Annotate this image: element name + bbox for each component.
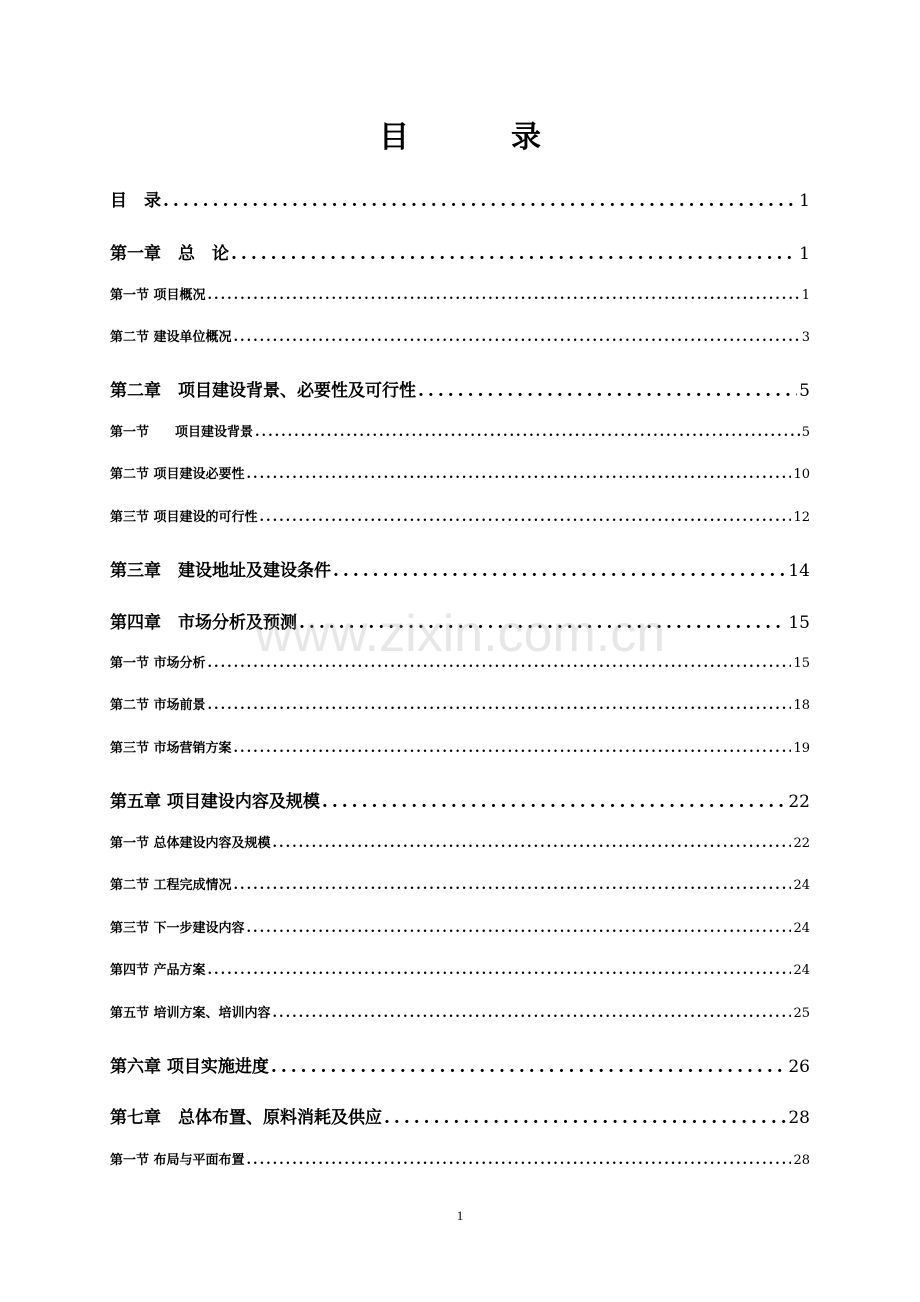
toc-entry-title: 第二节 工程完成情况 [110, 878, 232, 893]
toc-entry[interactable] [110, 186, 810, 211]
dot-leader [234, 330, 800, 345]
toc-entry[interactable] [110, 652, 810, 671]
toc-entry-title: 第一节 布局与平面布置 [110, 1153, 245, 1168]
dot-leader [208, 963, 792, 978]
toc-entry-page: 15 [788, 613, 810, 633]
toc-entry-page: 5 [801, 425, 810, 440]
dot-leader [255, 425, 800, 440]
toc-entry-page: 24 [793, 878, 810, 893]
dot-leader [247, 921, 792, 936]
dot-leader [247, 467, 792, 482]
toc-entry-page: 25 [793, 1006, 810, 1021]
toc-entry-title: 第七章 总体布置、原料消耗及供应 [110, 1108, 382, 1128]
dot-leader [271, 1057, 786, 1077]
toc-entry-page: 14 [788, 561, 810, 581]
table-of-contents [110, 0, 810, 1302]
toc-entry[interactable] [110, 326, 810, 345]
toc-entry[interactable] [110, 506, 810, 525]
toc-entry-page: 15 [793, 656, 810, 671]
dot-leader [322, 792, 786, 812]
toc-entry-title: 第三章 建设地址及建设条件 [110, 561, 331, 581]
toc-entry-page: 1 [799, 244, 810, 264]
toc-entry-page: 28 [793, 1153, 810, 1168]
toc-entry[interactable] [110, 1103, 810, 1128]
toc-entry[interactable] [110, 608, 810, 633]
toc-entry[interactable] [110, 1052, 810, 1077]
toc-entry[interactable] [110, 787, 810, 812]
toc-entry-page: 24 [793, 921, 810, 936]
toc-entry[interactable] [110, 421, 810, 440]
dot-leader [231, 244, 797, 264]
toc-entry-title: 第二节 建设单位概况 [110, 330, 232, 345]
toc-entry-title: 第四章 市场分析及预测 [110, 613, 297, 633]
toc-entry-title: 第二节 项目建设必要性 [110, 467, 245, 482]
dot-leader [208, 656, 792, 671]
toc-entry-title: 第三节 下一步建设内容 [110, 921, 245, 936]
dot-leader [208, 288, 800, 303]
toc-entry[interactable] [110, 1149, 810, 1168]
watermark: www.zixin.com.cn [254, 605, 666, 663]
dot-leader [273, 836, 792, 851]
toc-entry[interactable] [110, 694, 810, 713]
toc-entry-title: 第四节 产品方案 [110, 963, 206, 978]
toc-entry-page: 12 [793, 510, 810, 525]
toc-entry[interactable] [110, 1002, 810, 1021]
toc-entry-page: 28 [788, 1108, 810, 1128]
toc-entry-title: 第一节 项目概况 [110, 288, 206, 303]
toc-entry[interactable] [110, 917, 810, 936]
toc-entry-page: 26 [788, 1057, 810, 1077]
toc-entry[interactable] [110, 239, 810, 264]
toc-entry-page: 18 [793, 698, 810, 713]
dot-leader [299, 613, 786, 633]
toc-entry-page: 24 [793, 963, 810, 978]
toc-entry-title: 第一节 市场分析 [110, 656, 206, 671]
toc-entry-title: 第一节 项目建设背景 [110, 425, 254, 440]
dot-leader [273, 1006, 792, 1021]
toc-entry-page: 22 [788, 792, 810, 812]
footer-page-number: 1 [456, 1208, 464, 1223]
dot-leader [333, 561, 786, 581]
toc-entry-title: 第二节 市场前景 [110, 698, 206, 713]
toc-entry-title: 第三节 市场营销方案 [110, 741, 232, 756]
toc-entry-title: 目 录 [110, 191, 161, 211]
dot-leader [234, 878, 792, 893]
toc-entry-title: 第二章 项目建设背景、必要性及可行性 [110, 381, 416, 401]
dot-leader [418, 381, 797, 401]
toc-entry-page: 3 [801, 330, 810, 345]
toc-entry-title: 第三节 项目建设的可行性 [110, 510, 258, 525]
toc-entry-page: 22 [793, 836, 810, 851]
toc-entry[interactable] [110, 832, 810, 851]
toc-entry[interactable] [110, 737, 810, 756]
toc-entry[interactable] [110, 284, 810, 303]
toc-entry-title: 第一章 总 论 [110, 244, 229, 264]
toc-entry-title: 第五节 培训方案、培训内容 [110, 1006, 271, 1021]
page-title: 目 录 [379, 120, 577, 155]
toc-entry[interactable] [110, 959, 810, 978]
dot-leader [247, 1153, 792, 1168]
toc-entry[interactable] [110, 463, 810, 482]
toc-entry-page: 5 [799, 381, 810, 401]
toc-entry-page: 10 [793, 467, 810, 482]
dot-leader [163, 191, 797, 211]
dot-leader [260, 510, 792, 525]
dot-leader [234, 741, 792, 756]
toc-entry-title: 第六章 项目实施进度 [110, 1057, 269, 1077]
toc-entry-title: 第五章 项目建设内容及规模 [110, 792, 320, 812]
toc-entry[interactable] [110, 556, 810, 581]
toc-entry[interactable] [110, 376, 810, 401]
dot-leader [208, 698, 792, 713]
toc-entry-page: 1 [799, 191, 810, 211]
toc-entry-page: 19 [793, 741, 810, 756]
toc-entry[interactable] [110, 874, 810, 893]
dot-leader [384, 1108, 786, 1128]
toc-entry-page: 1 [801, 288, 810, 303]
toc-entry-title: 第一节 总体建设内容及规模 [110, 836, 271, 851]
